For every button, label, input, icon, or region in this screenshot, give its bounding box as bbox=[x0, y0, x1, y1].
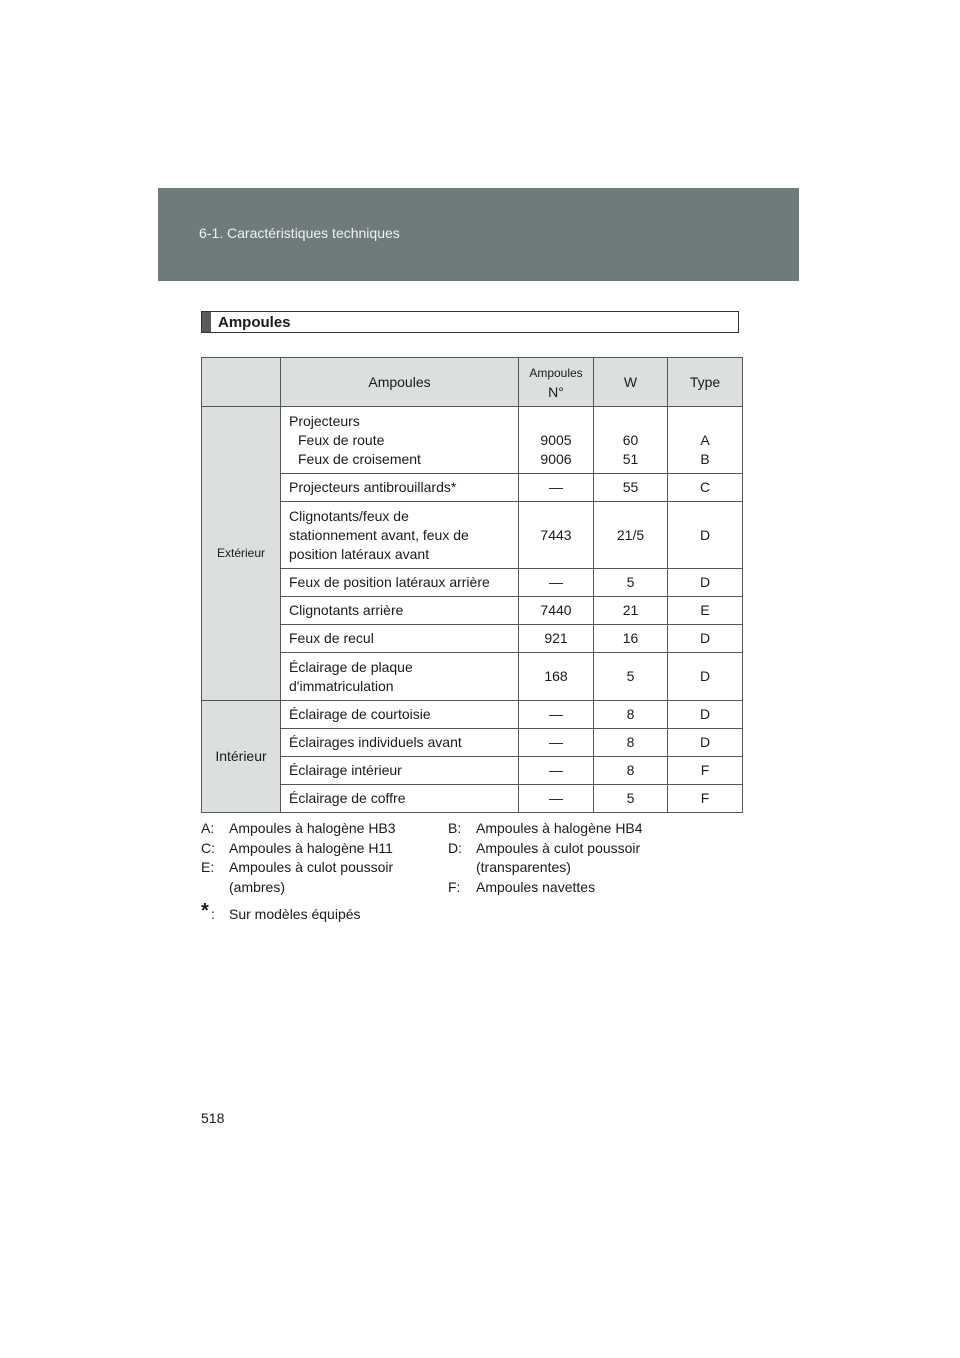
chapter-header bbox=[158, 188, 799, 281]
legend-text: Ampoules à halogène HB3 bbox=[229, 820, 396, 836]
bulb-type-value: A bbox=[700, 431, 710, 448]
table-row bbox=[202, 729, 743, 757]
legend-key: F: bbox=[448, 878, 461, 895]
bulb-type: F bbox=[668, 757, 743, 785]
bulb-type: D bbox=[668, 569, 743, 597]
bulb-name: Éclairages individuels avant bbox=[281, 729, 519, 757]
table-row bbox=[202, 474, 743, 502]
bulb-number: 921 bbox=[519, 625, 594, 653]
bulb-type: D bbox=[668, 653, 743, 701]
table-row bbox=[202, 407, 743, 474]
bulb-type: D bbox=[668, 729, 743, 757]
legend-key: D: bbox=[448, 839, 462, 856]
chapter-title: 6-1. Caractéristiques techniques bbox=[199, 225, 400, 241]
bulb-name: Éclairage de courtoisie bbox=[281, 701, 519, 729]
bulb-name-line: position latéraux avant bbox=[289, 545, 430, 562]
bulb-name: Feux de recul bbox=[281, 625, 519, 653]
bulb-name bbox=[281, 502, 519, 569]
table-row bbox=[202, 502, 743, 569]
legend-text: Ampoules navettes bbox=[476, 878, 596, 895]
heading-marker bbox=[202, 312, 211, 332]
bulb-watt: 8 bbox=[594, 701, 668, 729]
section-title: Ampoules bbox=[218, 314, 291, 331]
bulb-spec-table bbox=[201, 357, 743, 813]
table-row bbox=[202, 569, 743, 597]
bulb-number: 7443 bbox=[519, 502, 594, 569]
bulb-name: Clignotants arrière bbox=[281, 597, 519, 625]
section-heading bbox=[201, 311, 739, 333]
bulb-type: D bbox=[668, 701, 743, 729]
bulb-watt: 55 bbox=[594, 474, 668, 502]
bulb-watt: 5 bbox=[594, 785, 668, 813]
bulb-name-line: Feux de route bbox=[298, 431, 385, 448]
table-row bbox=[202, 625, 743, 653]
header-blank bbox=[202, 358, 281, 407]
footnote-colon: : bbox=[211, 906, 215, 922]
bulb-number: — bbox=[519, 701, 594, 729]
table-row bbox=[202, 701, 743, 729]
header-watt: W bbox=[594, 358, 668, 407]
legend-key: E: bbox=[201, 859, 215, 875]
table-header-row bbox=[202, 358, 743, 407]
footnote-text: Sur modèles équipés bbox=[229, 906, 361, 922]
bulb-number bbox=[519, 407, 594, 474]
bulb-name-line: Projecteurs bbox=[289, 412, 360, 429]
legend-text: Ampoules à halogène H11 bbox=[229, 839, 393, 856]
header-bulb-number-line2: N° bbox=[548, 383, 564, 400]
bulb-name-line: Clignotants/feux de bbox=[289, 507, 409, 524]
table-row bbox=[202, 597, 743, 625]
legend-key: A: bbox=[201, 820, 215, 836]
header-bulb-number bbox=[519, 358, 594, 407]
bulb-watt: 5 bbox=[594, 569, 668, 597]
bulb-name: Feux de position latéraux arrière bbox=[281, 569, 519, 597]
header-bulb-number-line1: Ampoules bbox=[529, 365, 583, 380]
bulb-type: D bbox=[668, 502, 743, 569]
bulb-type: C bbox=[668, 474, 743, 502]
legend-key: C: bbox=[201, 839, 215, 856]
bulb-number: — bbox=[519, 757, 594, 785]
table-row bbox=[202, 757, 743, 785]
bulb-name bbox=[281, 653, 519, 701]
bulb-name: Éclairage intérieur bbox=[281, 757, 519, 785]
bulb-name: Projecteurs antibrouillards* bbox=[281, 474, 519, 502]
bulb-watt: 21 bbox=[594, 597, 668, 625]
page-number: 518 bbox=[201, 1110, 225, 1126]
bulb-name bbox=[281, 407, 519, 474]
bulb-name: Éclairage de coffre bbox=[281, 785, 519, 813]
bulb-number: — bbox=[519, 569, 594, 597]
legend-key: B: bbox=[448, 820, 462, 836]
legend-text: Ampoules à culot poussoir (ambres) bbox=[229, 859, 394, 895]
bulb-type: E bbox=[668, 597, 743, 625]
header-type: Type bbox=[668, 358, 743, 407]
bulb-watt: 21/5 bbox=[594, 502, 668, 569]
bulb-name-line: Éclairage de plaque bbox=[289, 658, 413, 675]
category-interior: Intérieur bbox=[202, 701, 281, 813]
bulb-number: — bbox=[519, 729, 594, 757]
bulb-number: 168 bbox=[519, 653, 594, 701]
bulb-watt-value: 60 bbox=[622, 431, 639, 448]
bulb-watt: 5 bbox=[594, 653, 668, 701]
bulb-number: — bbox=[519, 474, 594, 502]
bulb-name-line: Feux de croisement bbox=[298, 450, 421, 467]
bulb-type: F bbox=[668, 785, 743, 813]
table-row bbox=[202, 653, 743, 701]
legend-text: Ampoules à culot poussoir (transparentes) bbox=[476, 839, 641, 875]
header-bulbs: Ampoules bbox=[281, 358, 519, 407]
bulb-watt: 8 bbox=[594, 729, 668, 757]
table-row bbox=[202, 785, 743, 813]
bulb-watt: 8 bbox=[594, 757, 668, 785]
bulb-number-value: 9006 bbox=[540, 450, 572, 467]
legend-text: Ampoules à halogène HB4 bbox=[476, 820, 643, 836]
bulb-watt bbox=[594, 407, 668, 474]
bulb-type-value: B bbox=[700, 450, 710, 467]
bulb-number-value: 9005 bbox=[540, 431, 572, 448]
bulb-name-line: d'immatriculation bbox=[289, 677, 394, 694]
category-exterior: Extérieur bbox=[202, 407, 281, 701]
bulb-name-line: stationnement avant, feux de bbox=[289, 526, 469, 543]
bulb-number: 7440 bbox=[519, 597, 594, 625]
bulb-watt-value: 51 bbox=[622, 450, 639, 467]
asterisk-icon: * bbox=[201, 900, 209, 922]
bulb-type bbox=[668, 407, 743, 474]
bulb-number: — bbox=[519, 785, 594, 813]
bulb-type: D bbox=[668, 625, 743, 653]
bulb-watt: 16 bbox=[594, 625, 668, 653]
